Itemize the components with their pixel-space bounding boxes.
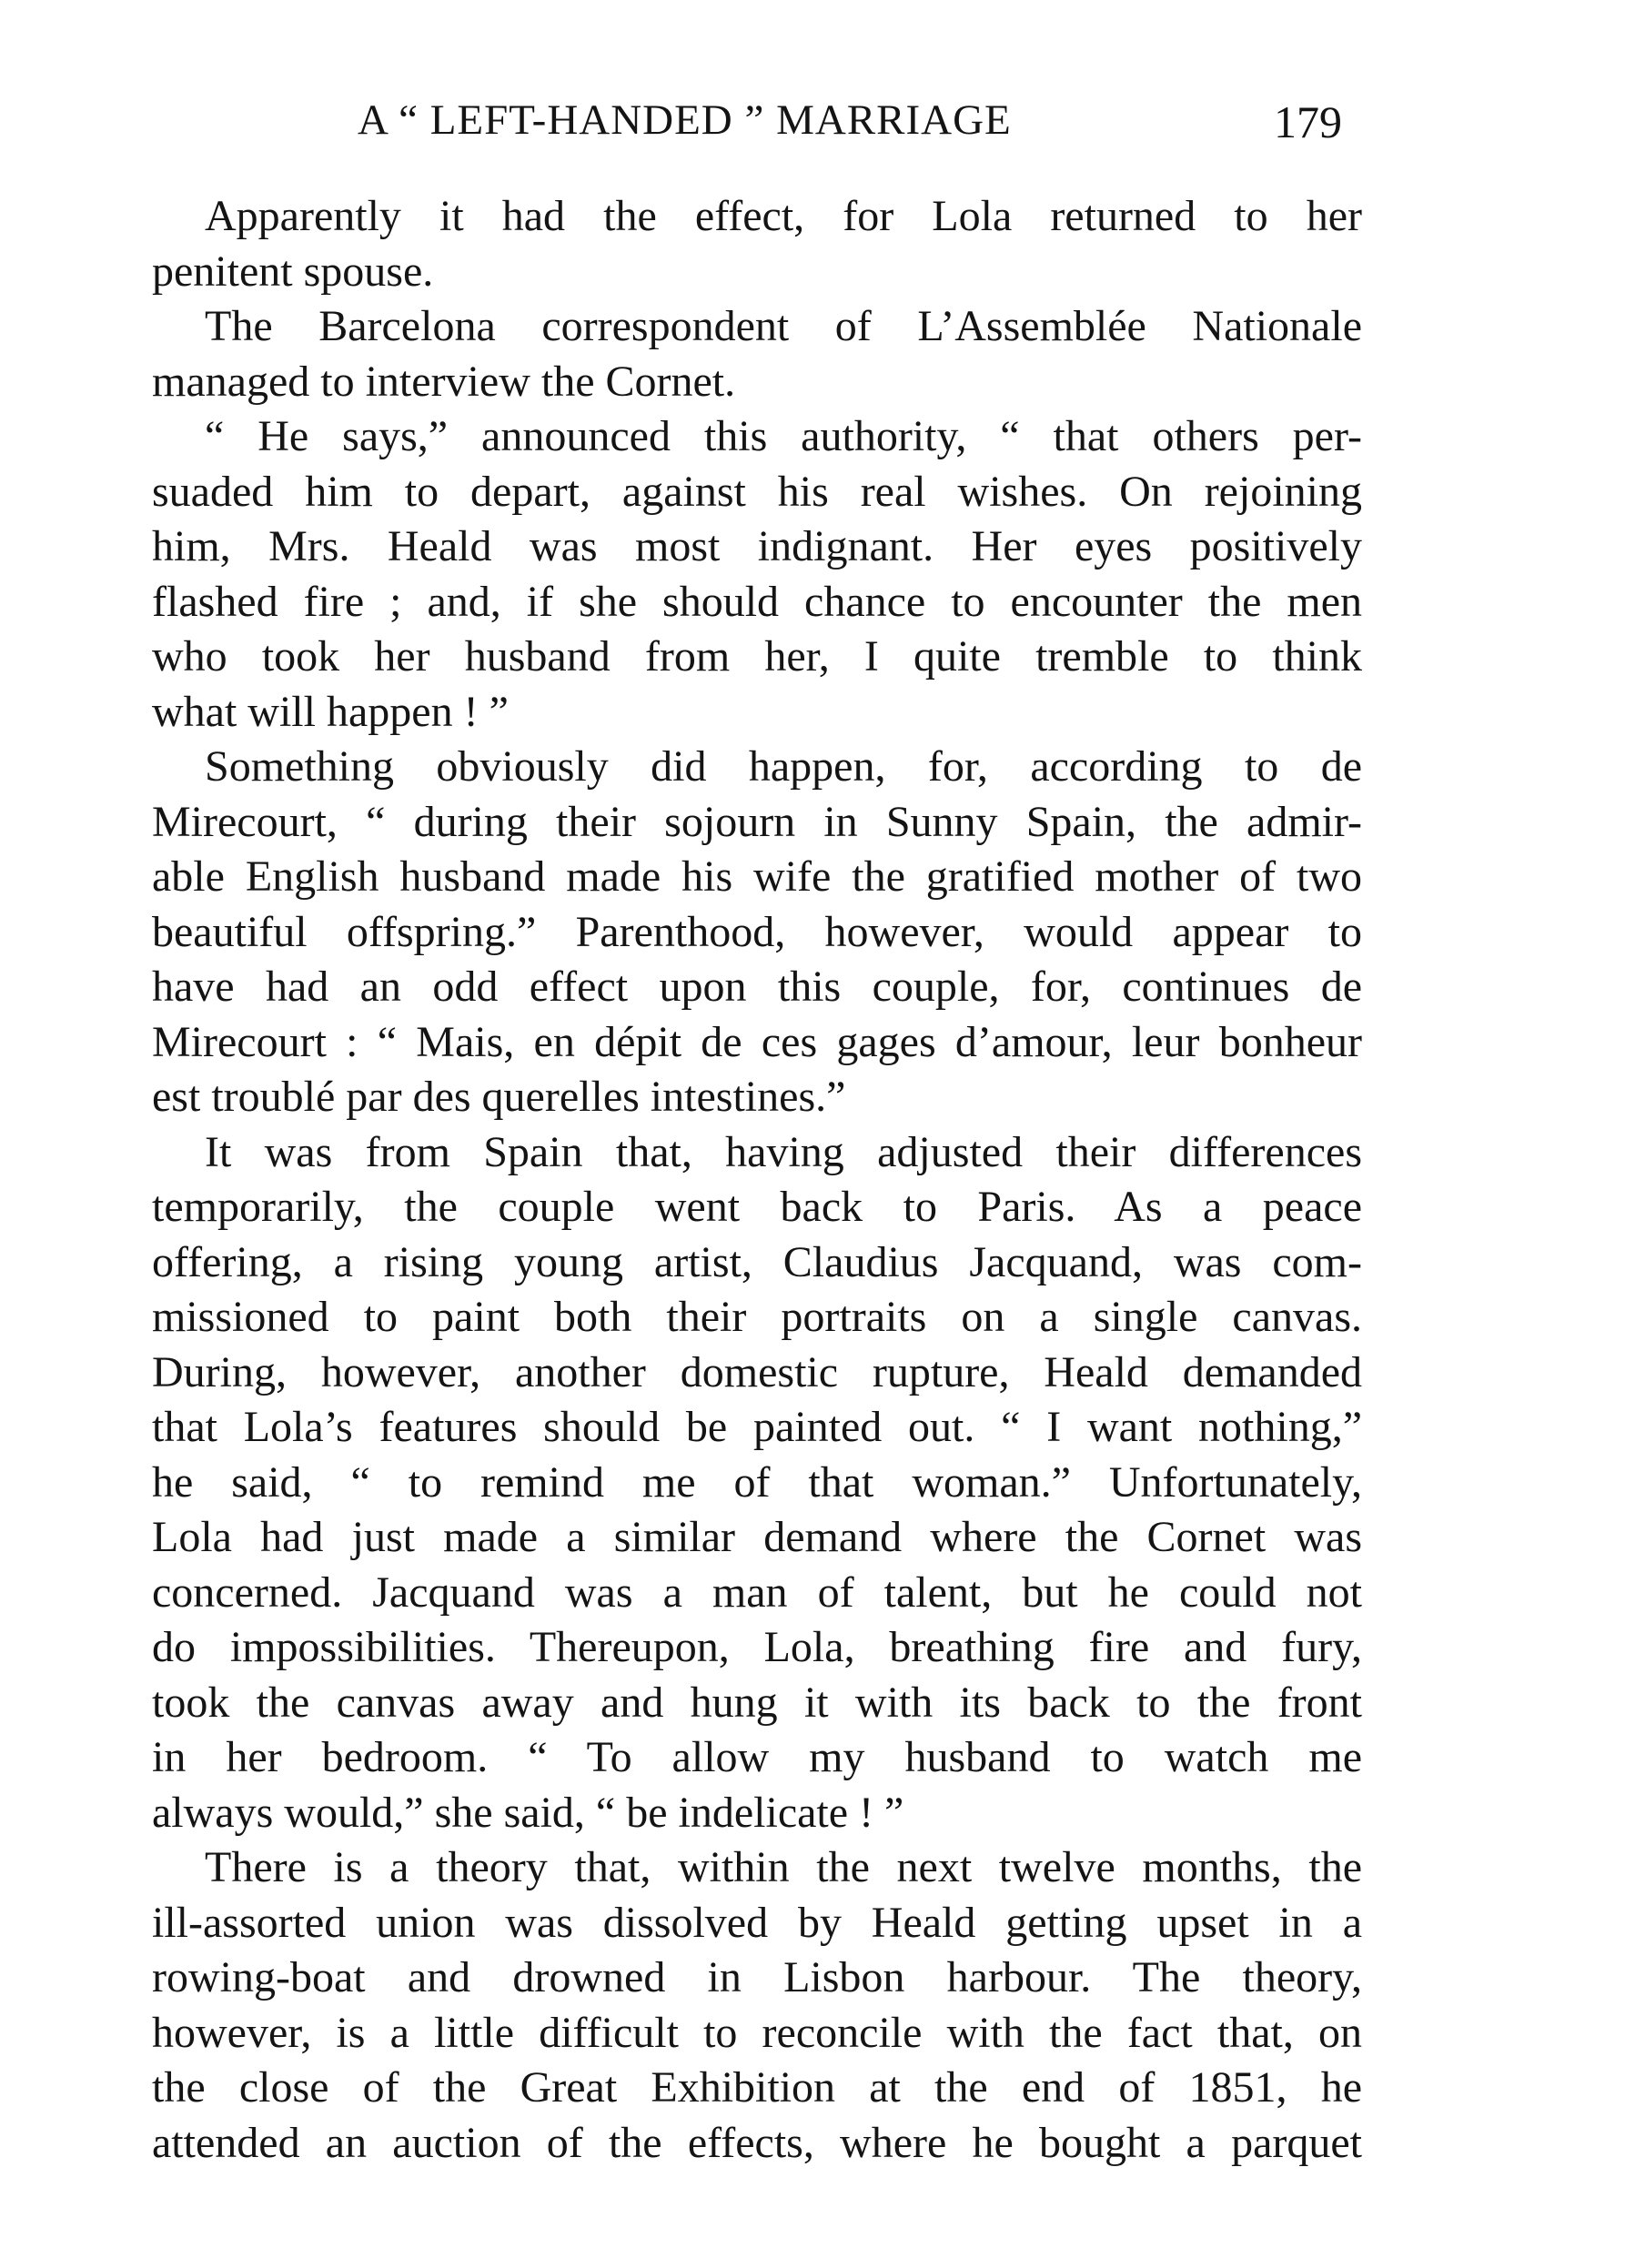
text-line: him, Mrs. Heald was most indignant. Her eyes positively — [152, 522, 1362, 570]
text-line: ill-assorted union was dissolved by Heald getting upset in a — [152, 1898, 1362, 1947]
text-line: rowing-boat and drowned in Lisbon harbour. The theory, — [152, 1953, 1362, 2001]
body-text — [152, 189, 1362, 2171]
text-line: who took her husband from her, I quite tremble to think — [152, 632, 1362, 680]
text-line: Lola had just made a similar demand where the Cornet was — [152, 1513, 1362, 1561]
text-line: temporarily, the couple went back to Paris. As a peace — [152, 1183, 1362, 1231]
text-line: took the canvas away and hung it with its back to the front — [152, 1678, 1362, 1727]
text-line: beautiful offspring.” Parenthood, however, would appear to — [152, 907, 1362, 956]
paragraph — [152, 740, 1362, 1125]
text-line: offering, a rising young artist, Claudius Jacquand, was com- — [152, 1237, 1362, 1286]
text-line: able English husband made his wife the gratified mother of two — [152, 852, 1362, 901]
text-line: however, is a little difficult to reconcile with the fact that, on — [152, 2008, 1362, 2057]
text-line: During, however, another domestic rupture, Heald demanded — [152, 1347, 1362, 1396]
text-line: managed to interview the Cornet. — [152, 357, 736, 406]
paragraph — [152, 409, 1362, 740]
text-line: what will happen ! ” — [152, 687, 509, 736]
text-line: always would,” she said, “ be indelicate ! ” — [152, 1788, 904, 1837]
text-line: There is a theory that, within the next twelve months, the — [205, 1843, 1362, 1891]
paragraph — [152, 299, 1362, 409]
text-line: do impossibilities. Thereupon, Lola, breathing fire and fury, — [152, 1623, 1362, 1671]
page-number: 179 — [1274, 96, 1342, 147]
paragraph — [152, 189, 1362, 299]
text-line: that Lola’s features should be painted out. “ I want nothing,” — [152, 1403, 1362, 1451]
running-head: A “ LEFT-HANDED ” MARRIAGE — [358, 96, 1012, 144]
text-line: suaded him to depart, against his real wishes. On rejoining — [152, 467, 1362, 516]
text-line: missioned to paint both their portraits on a single canvas. — [152, 1293, 1362, 1341]
page-header — [0, 96, 1625, 168]
text-line: penitent spouse. — [152, 247, 434, 296]
text-line: the close of the Great Exhibition at the end of 1851, he — [152, 2063, 1362, 2112]
text-line: concerned. Jacquand was a man of talent, but he could not — [152, 1567, 1362, 1617]
text-line: The Barcelona correspondent of L’Assemblée Nationale — [205, 302, 1362, 350]
text-line: Apparently it had the effect, for Lola returned to her — [205, 192, 1362, 240]
text-line: in her bedroom. “ To allow my husband to watch me — [152, 1733, 1362, 1781]
paragraph — [152, 1840, 1362, 2171]
text-line: have had an odd effect upon this couple, for, continues de — [152, 963, 1362, 1011]
text-line: attended an auction of the effects, where he bought a parquet — [152, 2118, 1362, 2167]
text-line: flashed fire ; and, if she should chance to encounter the men — [152, 577, 1362, 626]
text-line: It was from Spain that, having adjusted their differences — [205, 1127, 1362, 1176]
text-line: he said, “ to remind me of that woman.” Unfortunately, — [152, 1457, 1362, 1507]
text-line: Mirecourt, “ during their sojourn in Sunny Spain, the admir- — [152, 797, 1362, 846]
text-line: Mirecourt : “ Mais, en dépit de ces gages d’amour, leur bonheur — [152, 1017, 1362, 1066]
text-line: est troublé par des querelles intestines.” — [152, 1073, 846, 1121]
paragraph — [152, 1125, 1362, 1841]
text-line: Something obviously did happen, for, according to de — [205, 742, 1362, 791]
text-line: “ He says,” announced this authority, “ that others per- — [205, 412, 1362, 460]
